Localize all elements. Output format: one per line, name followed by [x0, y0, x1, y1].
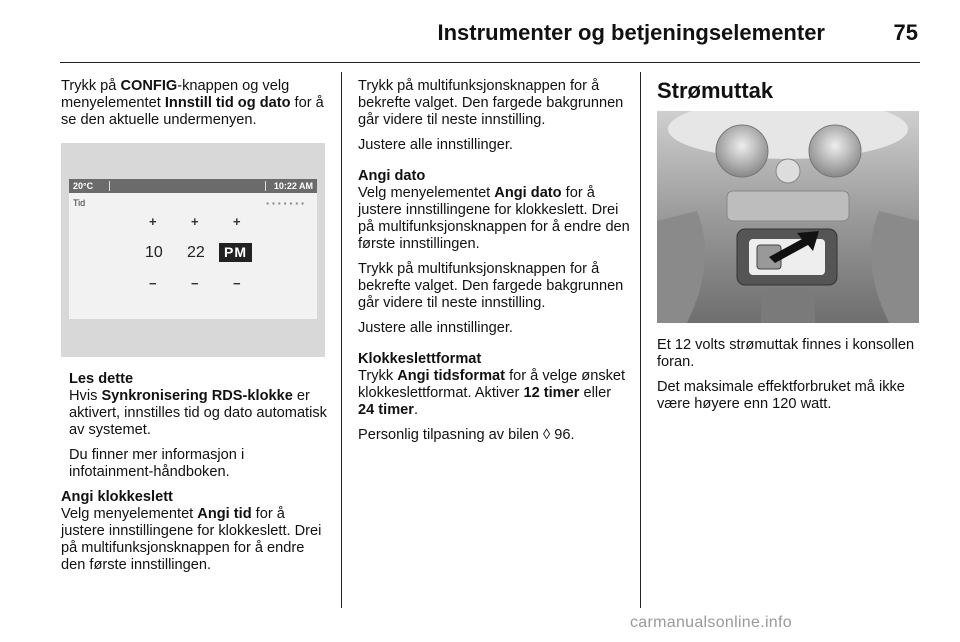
minute-plus-icon: +: [191, 214, 199, 229]
column-2: [358, 78, 630, 452]
clock-format-paragraph: Trykk Angi tidsformat for å velge ønsket klokkeslettformat. Aktiver 12 timer eller 24 timer.: [358, 368, 626, 418]
power-outlet-photo: [657, 111, 919, 323]
status-separator: [265, 181, 266, 191]
set-date-paragraph: Velg menyelementet Angi dato for å justere innstillingene for klokkeslett. Drei på multifunksjonsknappen for å endre den første innstillingen.: [358, 185, 630, 252]
intro-paragraph: Trykk på CONFIG-knappen og velg menyelementet Innstill tid og dato for å se den aktuelle undermenyen.: [61, 78, 324, 128]
page-number: 75: [893, 20, 918, 45]
confirm-paragraph-1: Trykk på multifunksjonsknappen for å bekrefte valget. Den fargede bakgrunnen går videre til neste innstilling.: [358, 78, 624, 128]
hour-plus-icon: +: [149, 214, 157, 229]
page-header-title: Instrumenter og betjeningselementer: [437, 20, 825, 45]
note-paragraph-1: Hvis Synkronisering RDS-klokke er aktivert, innstilles tid og dato automatisk av systemet.: [69, 388, 327, 438]
screen-menu-label: Tid: [73, 198, 86, 208]
temperature-readout: 20°C: [73, 181, 94, 191]
ampm-plus-icon: +: [233, 214, 241, 229]
note-title: Les dette: [69, 371, 134, 387]
ampm-minus-icon: −: [233, 276, 241, 291]
minute-value: 22: [187, 244, 205, 261]
status-icons: ▪▪▪▪▪▪▪: [266, 199, 307, 208]
heading-set-date: Angi dato: [358, 168, 426, 184]
section-title-power-outlet: Strømuttak: [657, 78, 774, 103]
set-clock-paragraph: Velg menyelementet Angi tid for å justere innstillingene for klokkeslett. Drei på multifunksjonsknappen for å endre den første innstillingen.: [61, 506, 322, 573]
adjust-all-paragraph-2: Justere alle innstillinger.: [358, 320, 513, 336]
note-paragraph-2: Du finner mer informasjon i infotainment-håndboken.: [69, 447, 245, 480]
heading-set-clock: Angi klokkeslett: [61, 489, 173, 505]
hour-minus-icon: −: [149, 276, 157, 291]
column-3: [657, 78, 921, 421]
confirm-paragraph-2: Trykk på multifunksjonsknappen for å bekrefte valget. Den fargede bakgrunnen går videre til neste innstilling.: [358, 261, 624, 311]
watermark-text: carmanualsonline.info: [630, 614, 792, 631]
page-header: [0, 0, 960, 62]
ampm-value: PM: [219, 243, 252, 262]
header-rule: [60, 62, 920, 63]
status-separator: [109, 181, 110, 191]
outlet-location-paragraph: Et 12 volts strømuttak finnes i konsollen foran.: [657, 337, 915, 370]
display-screen: [69, 179, 317, 319]
adjust-all-paragraph-1: Justere alle innstillinger.: [358, 137, 513, 153]
minute-minus-icon: −: [191, 276, 199, 291]
status-bar: [69, 179, 317, 193]
clock-readout: 10:22 AM: [273, 181, 313, 191]
heading-clock-format: Klokkeslettformat: [358, 351, 482, 367]
outlet-power-paragraph: Det maksimale effektforbruket må ikke være høyere enn 120 watt.: [657, 379, 905, 412]
column-divider-2: [640, 72, 641, 608]
clock-settings-screen-illustration: [61, 143, 325, 357]
column-divider-1: [341, 72, 342, 608]
cross-reference-link[interactable]: Personlig tilpasning av bilen ◊ 96.: [358, 427, 575, 443]
hour-value: 10: [145, 244, 163, 261]
note-box: [61, 371, 329, 481]
column-1: [61, 78, 329, 582]
